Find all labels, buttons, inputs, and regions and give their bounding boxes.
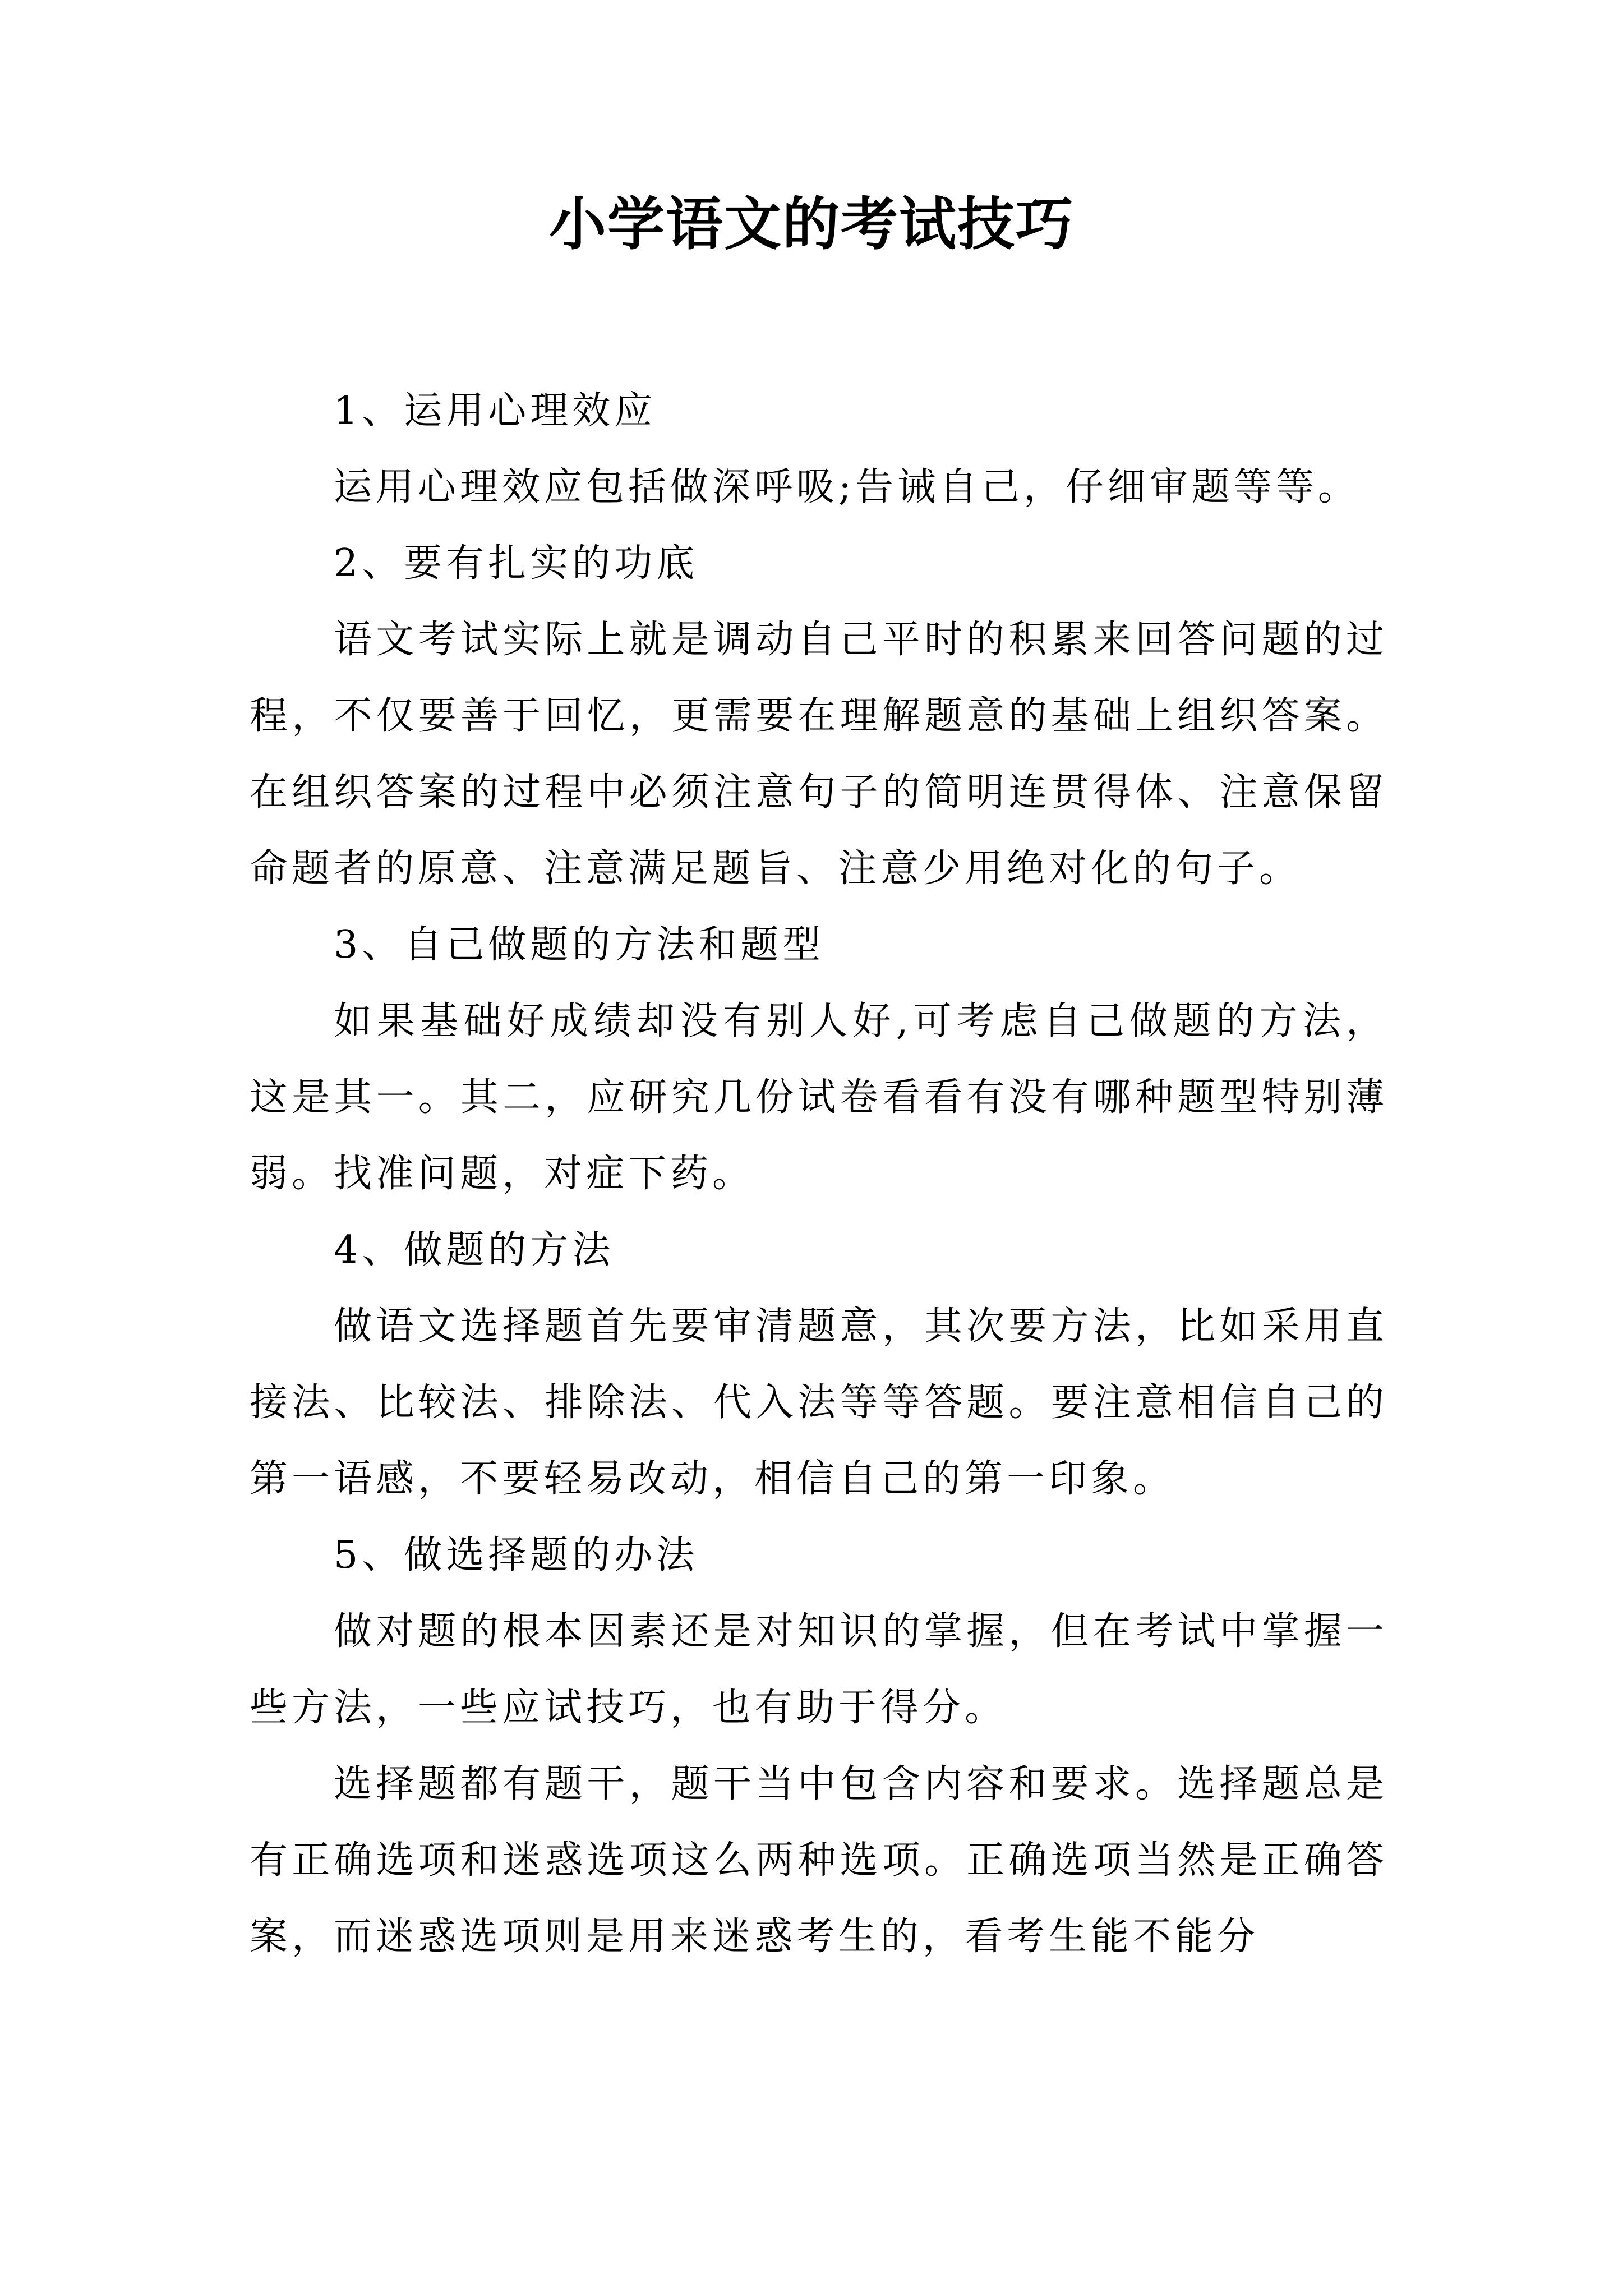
paragraph: 语文考试实际上就是调动自己平时的积累来回答问题的过程，不仅要善于回忆，更需要在理解题意的基础上组织答案。在组织答案的过程中必须注意句子的简明连贯得体、注意保留命题者的原意、注意满足题旨、注意少用绝对化的句子。 [250,618,1388,891]
section-heading-4: 4、做题的方法 [334,1228,615,1272]
paragraph: 如果基础好成绩却没有别人好,可考虑自己做题的方法，这是其一。其二，应研究几份试卷看看有没有哪种题型特别薄弱。找准问题，对症下药。 [250,999,1388,1196]
document-title: 小学语文的考试技巧 [549,191,1074,258]
paragraph: 做对题的根本因素还是对知识的掌握，但在考试中掌握一些方法，一些应试技巧，也有助于得分。 [250,1609,1388,1730]
paragraph: 做语文选择题首先要审清题意，其次要方法，比如采用直接法、比较法、排除法、代入法等等答题。要注意相信自己的第一语感，不要轻易改动，相信自己的第一印象。 [250,1304,1388,1501]
paragraph: 运用心理效应包括做深呼吸;告诫自己，仔细审题等等。 [334,465,1360,509]
section-heading-3: 3、自己做题的方法和题型 [334,923,825,967]
section-heading-2: 2、要有扎实的功底 [334,541,699,586]
section-heading-1: 1、运用心理效应 [334,389,657,433]
document-body [250,373,1388,1975]
section-heading-5: 5、做选择题的办法 [334,1533,699,1577]
paragraph: 选择题都有题干，题干当中包含内容和要求。选择题总是有正确选项和迷惑选项这么两种选项。正确选项当然是正确答案，而迷惑选项则是用来迷惑考生的，看考生能不能分 [250,1762,1388,1959]
